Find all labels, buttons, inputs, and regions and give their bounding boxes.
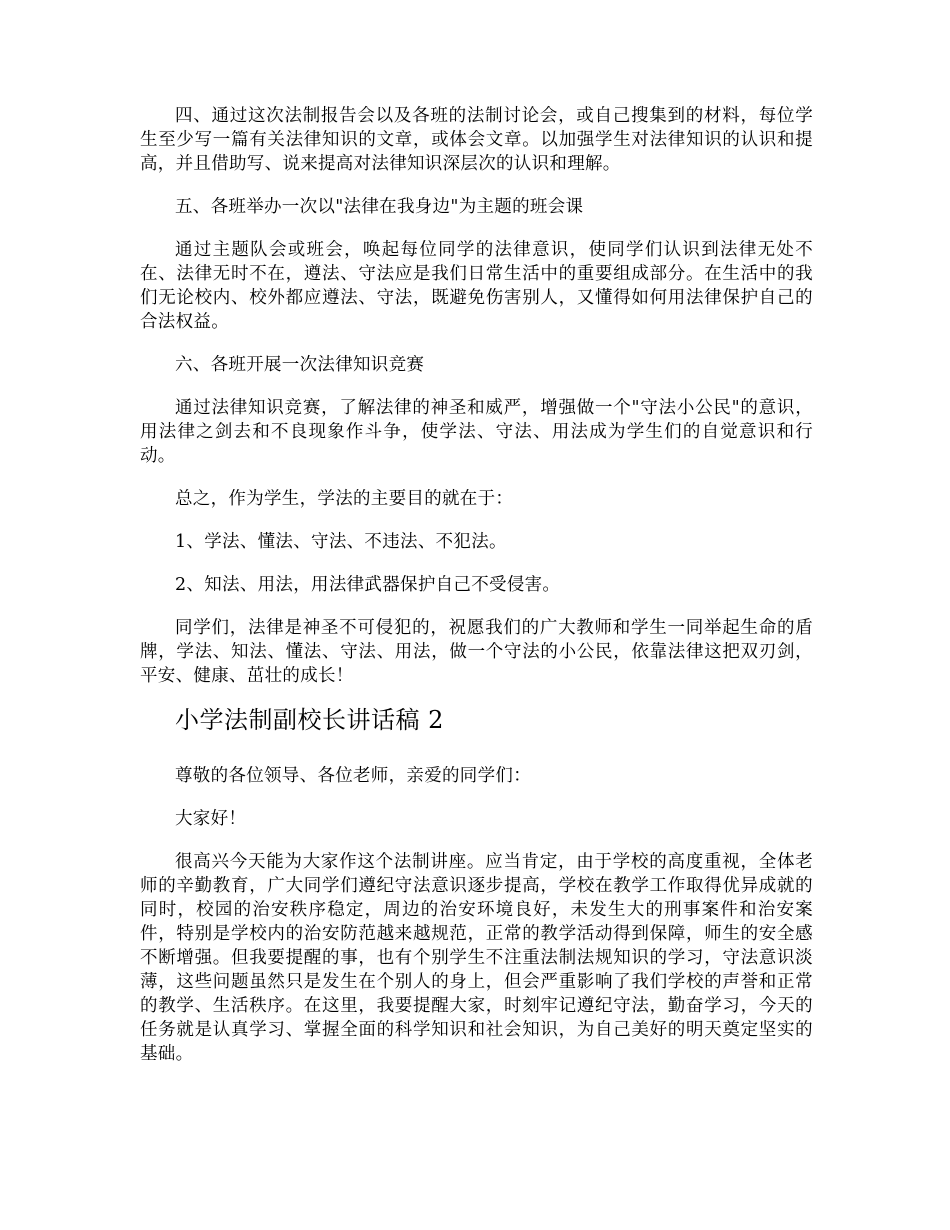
paragraph-item-four: 四、通过这次法制报告会以及各班的法制讨论会，或自己搜集到的材料，每位学生至少写一篇有关法律知识的文章，或体会文章。以加强学生对法律知识的认识和提高，并且借助写、说来提高对法律知识深层次的认识和理解。 xyxy=(140,106,813,174)
paragraph-summary: 总之，作为学生，学法的主要目的就在于： xyxy=(175,489,514,509)
paragraph-item-six: 六、各班开展一次法律知识竞赛 xyxy=(175,355,425,375)
paragraph-competition: 通过法律知识竞赛，了解法律的神圣和威严，增强做一个"守法小公民"的意识，用法律之剑去和不良现象作斗争，使学法、守法、用法成为学生们的自觉意识和行动。 xyxy=(140,398,813,466)
paragraph-class-meeting: 通过主题队会或班会，唤起每位同学的法律意识，使同学们认识到法律无处不在、法律无时不在，遵法、守法应是我们日常生活中的重要组成部分。在生活中的我们无论校内、校外都应遵法、守法，既避免伤害别人，又懂得如何用法律保护自己的合法权益。 xyxy=(140,240,813,332)
section-heading: 小学法制副校长讲话稿 2 xyxy=(175,706,444,734)
paragraph-point-1: 1、学法、懂法、守法、不违法、不犯法。 xyxy=(175,532,507,552)
paragraph-point-2: 2、知法、用法，用法律武器保护自己不受侵害。 xyxy=(175,575,561,595)
paragraph-greeting: 大家好！ xyxy=(175,809,247,829)
document-page xyxy=(140,104,813,1066)
paragraph-salutation: 尊敬的各位领导、各位老师，亲爱的同学们： xyxy=(175,766,531,786)
paragraph-closing: 同学们，法律是神圣不可侵犯的，祝愿我们的广大教师和学生一同举起生命的盾牌，学法、知法、懂法、守法、用法，做一个守法的小公民，依靠法律这把双刃剑，平安、健康、茁壮的成长！ xyxy=(140,618,813,686)
paragraph-item-five: 五、各班举办一次以"法律在我身边"为主题的班会课 xyxy=(175,197,584,217)
paragraph-speech-body: 很高兴今天能为大家作这个法制讲座。应当肯定，由于学校的高度重视，全体老师的辛勤教育，广大同学们遵纪守法意识逐步提高，学校在教学工作取得优异成就的同时，校园的治安秩序稳定，周边的治安环境良好，未发生大的刑事案件和治安案件，特别是学校内的治安防范越来越规范，正常的教学活动得到保障，师生的安全感不断增强。但我要提醒的事，也有个别学生不注重法制法规知识的学习，守法意识淡薄，这些问题虽然只是发生在个别人的身上，但会严重影响了我们学校的声誉和正常的教学、生活秩序。在这里，我要提醒大家，时刻牢记遵纪守法，勤奋学习，今天的任务就是认真学习、掌握全面的科学知识和社会知识，为自己美好的明天奠定坚实的基础。 xyxy=(140,852,813,1064)
